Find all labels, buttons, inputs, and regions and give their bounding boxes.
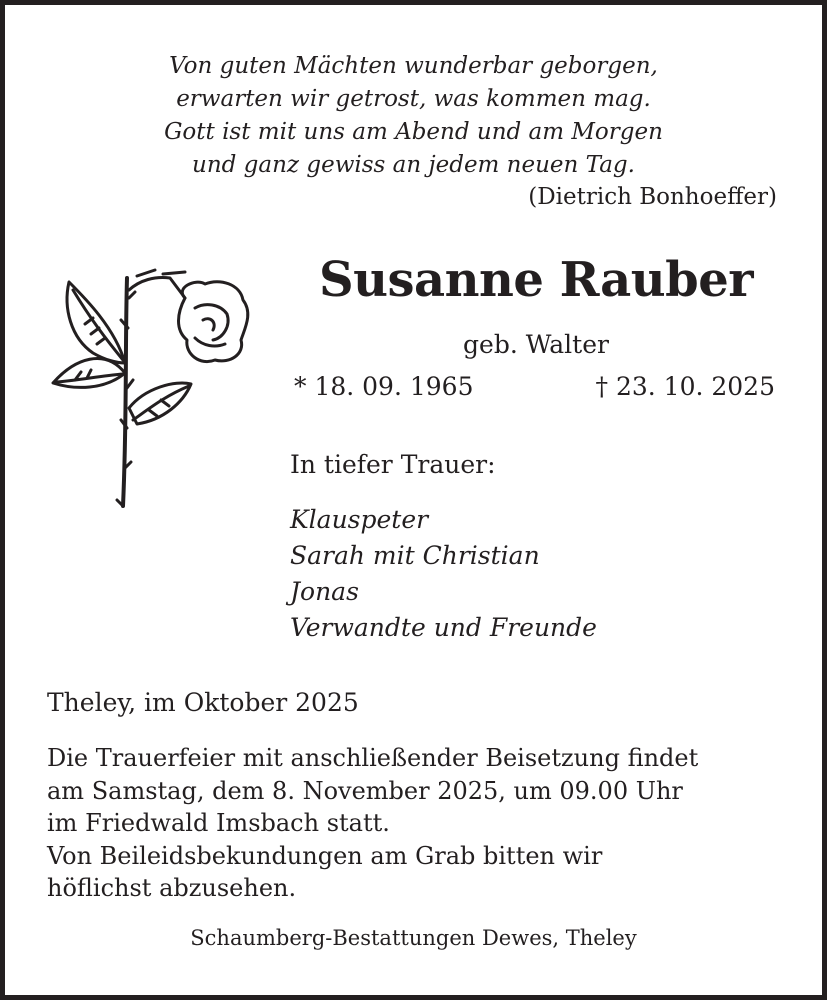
announcement-line: am Samstag, dem 8. November 2025, um 09.00 Uhr	[47, 776, 683, 805]
birth-name: geb. Walter	[463, 330, 609, 359]
mourner: Verwandte und Freunde	[290, 613, 597, 642]
mourning-label: In tiefer Trauer:	[290, 450, 496, 479]
poem	[0, 50, 827, 182]
poem-line: und ganz gewiss an jedem neuen Tag.	[192, 152, 635, 178]
deceased-name: Susanne Rauber	[318, 252, 754, 308]
mourners-list	[290, 502, 597, 646]
mourner: Klauspeter	[290, 505, 429, 534]
poem-line: Von guten Mächten wunderbar geborgen,	[169, 53, 658, 79]
poem-author: (Dietrich Bonhoeffer)	[528, 184, 777, 210]
rose-icon	[45, 268, 255, 513]
announcement-line: im Friedwald Imsbach statt.	[47, 809, 390, 837]
mourner: Jonas	[290, 577, 359, 606]
poem-line: Gott ist mit uns am Abend und am Morgen	[164, 119, 663, 145]
funeral-home: Schaumberg-Bestattungen Dewes, Theley	[190, 926, 637, 950]
announcement	[47, 742, 698, 905]
announcement-line: Die Trauerfeier mit anschließender Beisetzung findet	[47, 744, 699, 772]
birth-date: * 18. 09. 1965	[294, 372, 474, 401]
announcement-line: höflichst abzusehen.	[47, 874, 297, 902]
mourner: Sarah mit Christian	[290, 541, 540, 570]
death-date: † 23. 10. 2025	[595, 372, 775, 401]
poem-line: erwarten wir getrost, was kommen mag.	[176, 86, 651, 112]
announcement-line: Von Beileidsbekundungen am Grab bitten wir	[47, 841, 603, 870]
place-date: Theley, im Oktober 2025	[47, 688, 359, 717]
